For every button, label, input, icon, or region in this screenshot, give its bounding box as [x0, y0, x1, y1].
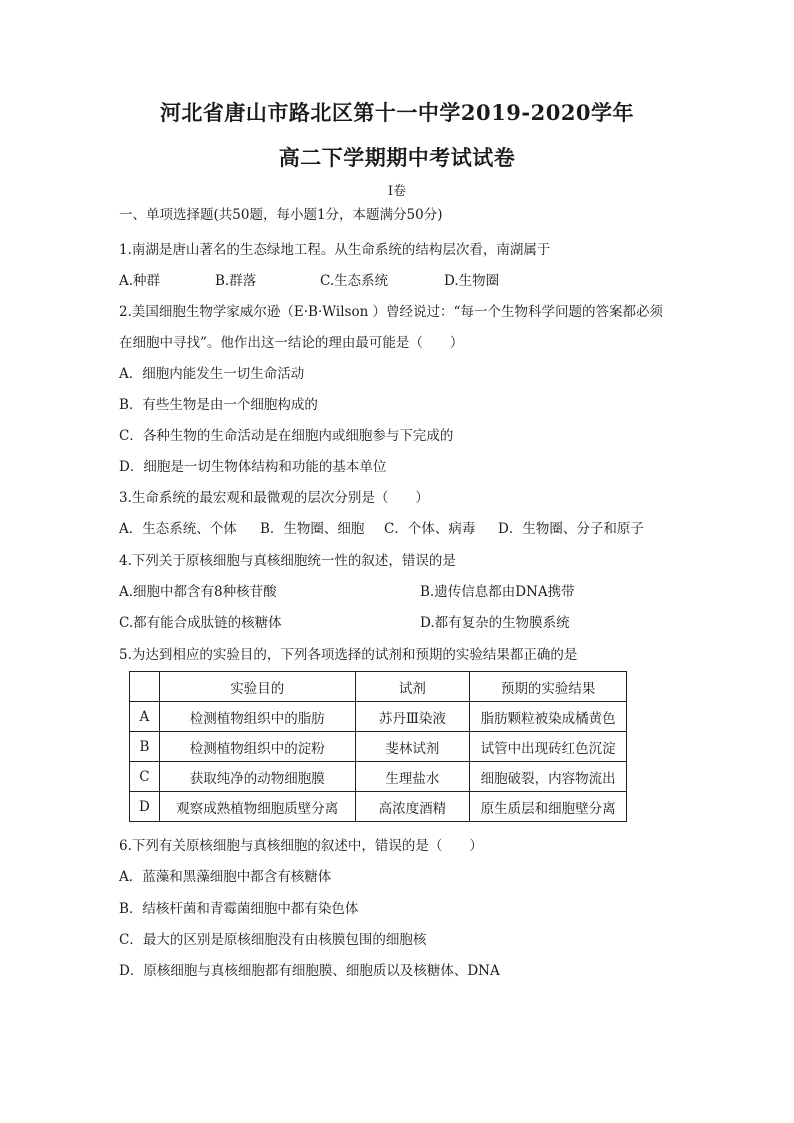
q5-experiment-table — [129, 671, 627, 822]
q6-option-b: B．结核杆菌和青霉菌细胞中都有染色体 — [119, 901, 359, 917]
exam-title-line2: 高二下学期期中考试试卷 — [278, 145, 516, 170]
table-cell: 苏丹Ⅲ染液 — [355, 702, 470, 732]
table-cell: 细胞破裂，内容物流出 — [470, 762, 627, 792]
table-header-row — [130, 672, 627, 702]
q4-option-b: B.遗传信息都由DNA携带 — [420, 584, 575, 600]
table-row — [130, 792, 627, 822]
exam-title-line1: 河北省唐山市路北区第十一中学2019-2020学年 — [159, 100, 635, 125]
q1-option-c: C.生态系统 — [320, 273, 389, 289]
q2-stem-line2: 在细胞中寻找”。他作出这一结论的理由最可能是（ ） — [119, 335, 464, 351]
table-cell: 生理盐水 — [355, 762, 470, 792]
q2-option-b: B．有些生物是由一个细胞构成的 — [119, 397, 318, 413]
table-cell: 高浓度酒精 — [355, 792, 470, 822]
q4-option-c: C.都有能合成肽链的核糖体 — [119, 615, 282, 631]
q4-stem: 4.下列关于原核细胞与真核细胞统一性的叙述，错误的是 — [119, 553, 456, 569]
table-cell: 获取纯净的动物细胞膜 — [159, 762, 355, 792]
table-cell: 斐林试剂 — [355, 732, 470, 762]
table-row — [130, 702, 627, 732]
q3-stem: 3.生命系统的最宏观和最微观的层次分别是（ ） — [119, 490, 429, 506]
q5-stem: 5.为达到相应的实验目的，下列各项选择的试剂和预期的实验结果都正确的是 — [119, 647, 578, 663]
q6-option-d: D．原核细胞与真核细胞都有细胞膜、细胞质以及核糖体、DNA — [119, 963, 500, 979]
q6-stem: 6.下列有关原核细胞与真核细胞的叙述中，错误的是（ ） — [119, 838, 483, 854]
q3-option-c: C．个体、病毒 — [384, 521, 476, 537]
q6-option-c: C．最大的区别是原核细胞没有由核膜包围的细胞核 — [119, 932, 427, 948]
table-header-cell: 实验目的 — [159, 672, 355, 702]
table-header-cell: 预期的实验结果 — [470, 672, 627, 702]
section-heading: 一、单项选择题(共50题，每小题1分，本题满分50分) — [119, 207, 443, 223]
table-cell: D — [130, 792, 160, 822]
table-row — [130, 762, 627, 792]
q3-option-a: A．生态系统、个体 — [119, 521, 237, 537]
table-cell: 检测植物组织中的淀粉 — [159, 732, 355, 762]
q3-option-d: D．生物圈、分子和原子 — [498, 521, 644, 537]
q3-option-b: B．生物圈、细胞 — [260, 521, 365, 537]
table-cell: B — [130, 732, 160, 762]
q1-option-a: A.种群 — [119, 273, 161, 289]
table-header-cell: 试剂 — [355, 672, 470, 702]
table-cell: A — [130, 702, 160, 732]
table-cell: 脂肪颗粒被染成橘黄色 — [470, 702, 627, 732]
q2-option-d: D．细胞是一切生物体结构和功能的基本单位 — [119, 459, 387, 475]
q2-option-a: A．细胞内能发生一切生命活动 — [119, 366, 305, 382]
table-cell: 观察成熟植物细胞质壁分离 — [159, 792, 355, 822]
q4-option-a: A.细胞中都含有8种核苷酸 — [119, 584, 277, 600]
q6-option-a: A．蓝藻和黑藻细胞中都含有核糖体 — [119, 869, 332, 885]
q2-option-c: C．各种生物的生命活动是在细胞内或细胞参与下完成的 — [119, 428, 454, 444]
table-header-cell — [130, 672, 160, 702]
table-row — [130, 732, 627, 762]
q1-stem: 1.南湖是唐山著名的生态绿地工程。从生命系统的结构层次看，南湖属于 — [119, 242, 551, 258]
table-cell: 检测植物组织中的脂肪 — [159, 702, 355, 732]
table-cell: 原生质层和细胞壁分离 — [470, 792, 627, 822]
volume-label: I卷 — [387, 184, 407, 199]
q2-stem-line1: 2.美国细胞生物学家威尔逊（E·B·Wilson ）曾经说过：“每一个生物科学问题的答案都必须 — [119, 304, 663, 320]
q1-option-d: D.生物圈 — [444, 273, 500, 289]
table-cell: 试管中出现砖红色沉淀 — [470, 732, 627, 762]
table-cell: C — [130, 762, 160, 792]
q1-option-b: B.群落 — [215, 273, 257, 289]
q4-option-d: D.都有复杂的生物膜系统 — [420, 615, 570, 631]
